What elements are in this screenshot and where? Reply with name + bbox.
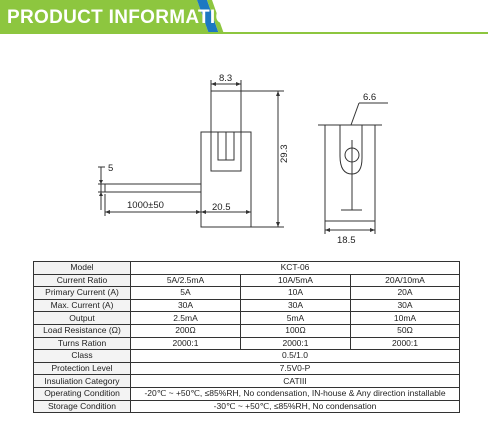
table-row [34,312,460,325]
dim-body-width: 20.5 [212,202,231,213]
table-row [34,324,460,337]
cell: 10mA [351,312,460,325]
cell: 2.5mA [131,312,241,325]
side-view-clip [340,125,362,174]
row-label: Protection Level [34,362,131,375]
row-label: Operating Condition [34,387,131,400]
cell: 30A [241,299,351,312]
model-value: KCT-06 [131,262,460,275]
technical-drawing [0,34,488,260]
cell: 2000:1 [131,337,241,350]
table-row [34,337,460,350]
cell-wide: 0.5/1.0 [131,350,460,363]
row-label: Output [34,312,131,325]
cell: 10A/5mA [241,274,351,287]
specification-table [33,261,460,413]
cell: 30A [351,299,460,312]
dim-top-width: 8.3 [219,73,233,84]
cell: 5mA [241,312,351,325]
table-row [34,299,460,312]
cell-wide: -20℃ ~ +50℃, ≤85%RH, No condensation, IN-house & Any direction installable [131,387,460,400]
dim-side-clip: 6.6 [363,92,377,103]
table-row [34,387,460,400]
cell: 20A/10mA [351,274,460,287]
table-row [34,287,460,300]
cell: 50Ω [351,324,460,337]
cell: 30A [131,299,241,312]
table-row-model [34,262,460,275]
cell-wide: -30℃ ~ +50℃, ≤85%RH, No condensation [131,400,460,413]
side-view-outline [325,125,375,221]
cell: 200Ω [131,324,241,337]
banner-title: PRODUCT INFORMATION [7,7,245,28]
table-row [34,375,460,388]
dim-lead-length: 1000±50 [127,200,164,211]
row-label: Load Resistance (Ω) [34,324,131,337]
cell-wide: 7.5V0-P [131,362,460,375]
row-label: Max. Current (A) [34,299,131,312]
dim-side-width: 18.5 [337,235,356,246]
cell: 10A [241,287,351,300]
row-label: Storage Condition [34,400,131,413]
cell: 5A/2.5mA [131,274,241,287]
product-information-banner [0,0,488,34]
row-label: Primary Current (A) [34,287,131,300]
dim-wire-thickness: 5 [108,163,114,174]
cell: 20A [351,287,460,300]
cell: 100Ω [241,324,351,337]
table-row [34,350,460,363]
cell: 2000:1 [351,337,460,350]
row-label: Model [34,262,131,275]
table-row [34,400,460,413]
cell-wide: CATIII [131,375,460,388]
dim-total-height: 29.3 [279,144,290,163]
cell: 5A [131,287,241,300]
row-label: Class [34,350,131,363]
table-row [34,274,460,287]
row-label: Insuliation Category [34,375,131,388]
cell: 2000:1 [241,337,351,350]
row-label: Turns Ration [34,337,131,350]
table-row [34,362,460,375]
row-label: Current Ratio [34,274,131,287]
